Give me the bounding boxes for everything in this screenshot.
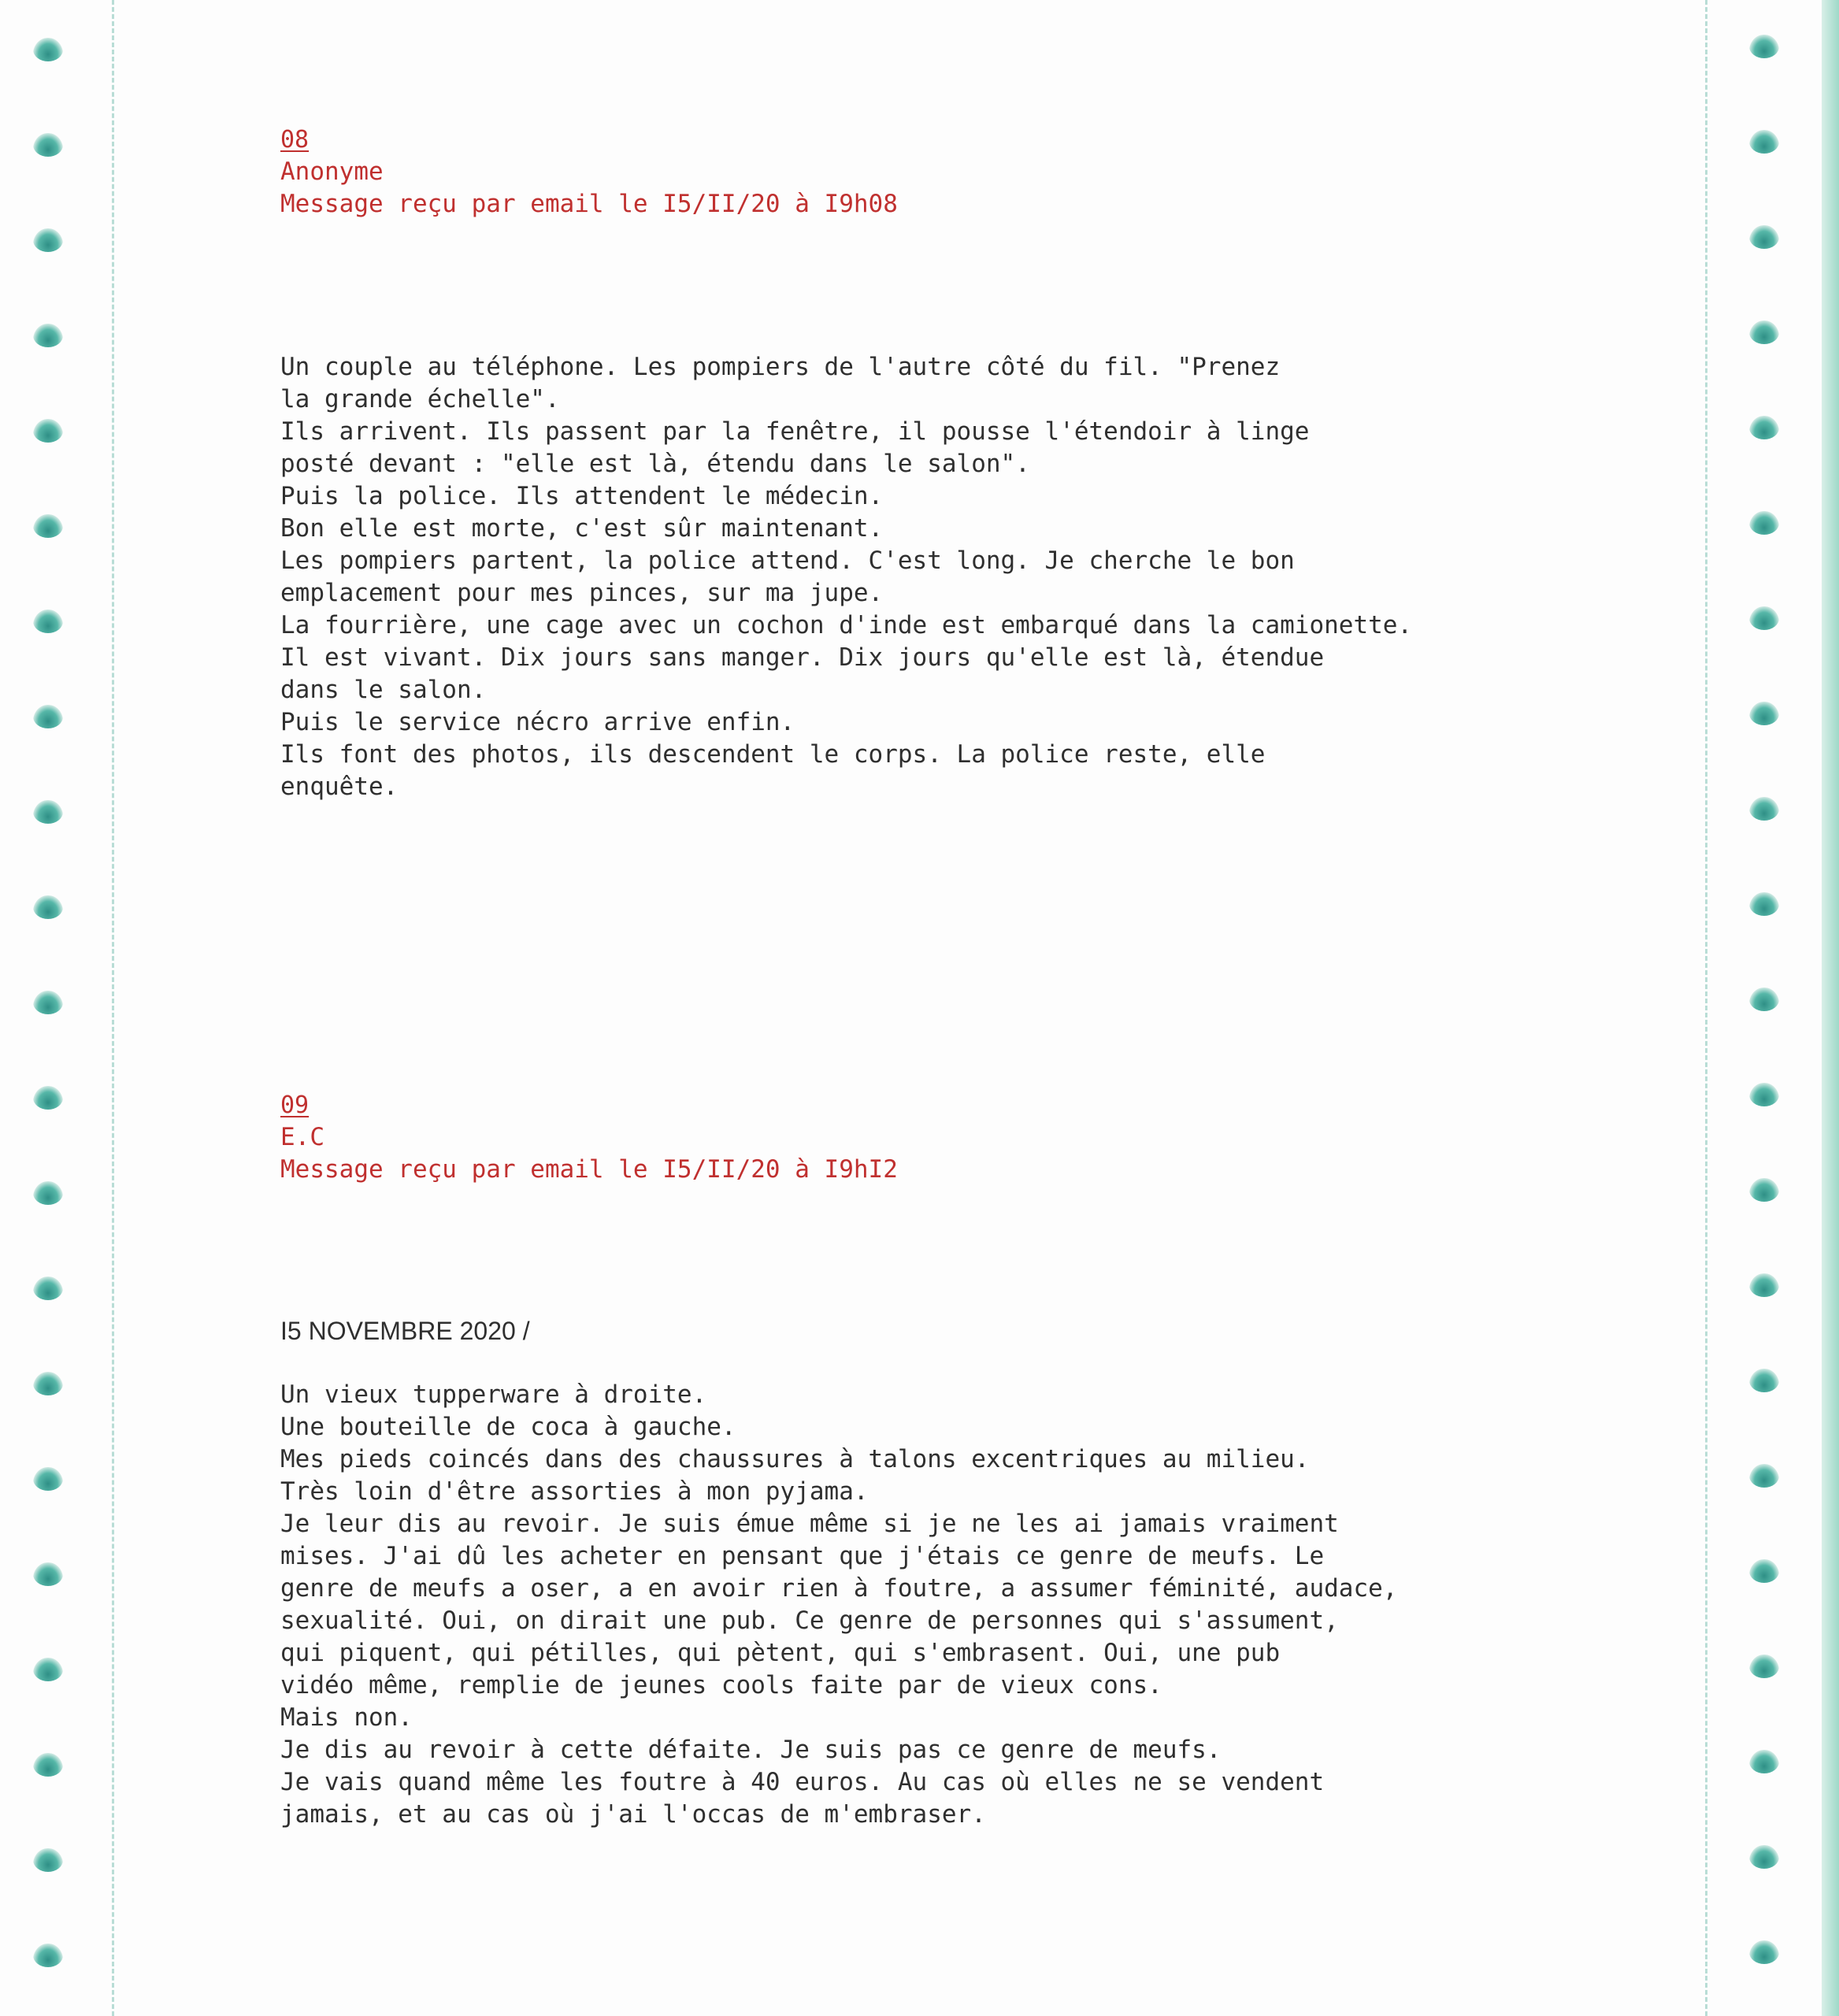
feed-hole [1749, 702, 1779, 725]
text-line: Mes pieds coincés dans des chaussures à talons excentriques au milieu. [280, 1445, 1310, 1473]
text-line: Puis le service nécro arrive enfin. [280, 708, 795, 736]
feed-hole [33, 1086, 63, 1110]
text-line: Un couple au téléphone. Les pompiers de l'autre côté du fil. "Prenez [280, 353, 1281, 381]
entry-author: E.C [280, 1123, 324, 1151]
text-line: Puis la police. Ils attendent le médecin. [280, 482, 884, 510]
text-line: Ils font des photos, ils descendent le corps. La police reste, elle [280, 740, 1266, 769]
entry-09-body [280, 1379, 1397, 1831]
green-paper-edge [1822, 0, 1839, 2016]
text-line: vidéo même, remplie de jeunes cools faite par de vieux cons. [280, 1671, 1162, 1699]
feed-hole [33, 1658, 63, 1681]
feed-hole [33, 1372, 63, 1395]
feed-hole [33, 419, 63, 443]
text-line: Mais non. [280, 1703, 413, 1732]
feed-hole [1749, 1178, 1779, 1202]
text-line: Très loin d'être assorties à mon pyjama. [280, 1477, 869, 1506]
text-line: mises. J'ai dû les acheter en pensant que j'étais ce genre de meufs. Le [280, 1542, 1325, 1570]
feed-hole [33, 610, 63, 633]
feed-hole [1749, 1273, 1779, 1297]
text-line: sexualité. Oui, on dirait une pub. Ce genre de personnes qui s'assument, [280, 1606, 1339, 1635]
entry-date: I5 NOVEMBRE 2020 / [280, 1317, 530, 1345]
text-line: emplacement pour mes pinces, sur ma jupe. [280, 579, 884, 607]
feed-hole [1749, 988, 1779, 1011]
text-line: Ils arrivent. Ils passent par la fenêtre, il pousse l'étendoir à linge [280, 417, 1310, 446]
text-line: Un vieux tupperware à droite. [280, 1380, 707, 1409]
text-line: Les pompiers partent, la police attend. C'est long. Je cherche le bon [280, 547, 1295, 575]
feed-hole [33, 228, 63, 252]
entry-09 [280, 1090, 898, 1186]
entry-author: Anonyme [280, 158, 384, 186]
entry-08-body [280, 351, 1412, 803]
right-feed-holes [1729, 0, 1807, 2016]
text-line: Je leur dis au revoir. Je suis émue même si je ne les ai jamais vraiment [280, 1510, 1339, 1538]
entry-08 [280, 124, 898, 220]
feed-hole [1749, 1940, 1779, 1964]
entry-number: 09 [280, 1091, 310, 1119]
feed-hole [33, 1562, 63, 1586]
feed-hole [1749, 1464, 1779, 1488]
left-perforation-line [112, 0, 114, 2016]
text-line: genre de meufs a oser, a en avoir rien à foutre, a assumer féminité, audace, [280, 1574, 1398, 1603]
feed-hole [1749, 797, 1779, 821]
text-line: la grande échelle". [280, 385, 560, 413]
feed-hole [33, 1753, 63, 1777]
feed-hole [33, 38, 63, 61]
entry-received-line: Message reçu par email le I5/II/20 à I9h08 [280, 190, 898, 218]
entry-09-date [280, 1315, 530, 1347]
text-line: La fourrière, une cage avec un cochon d'inde est embarqué dans la camionette. [280, 611, 1413, 639]
feed-hole [33, 1944, 63, 1967]
feed-hole [33, 895, 63, 919]
text-line: enquête. [280, 773, 399, 801]
text-line: Il est vivant. Dix jours sans manger. Dix jours qu'elle est là, étendue [280, 643, 1325, 672]
feed-hole [1749, 511, 1779, 535]
text-line: dans le salon. [280, 676, 487, 704]
text-line: qui piquent, qui pétilles, qui pètent, qui s'embrasent. Oui, une pub [280, 1639, 1281, 1667]
text-line: Bon elle est morte, c'est sûr maintenant. [280, 514, 884, 543]
left-feed-holes [13, 0, 91, 2016]
feed-hole [1749, 606, 1779, 630]
feed-hole [1749, 1369, 1779, 1392]
right-perforation-line [1705, 0, 1707, 2016]
text-line: Je dis au revoir à cette défaite. Je suis pas ce genre de meufs. [280, 1736, 1222, 1764]
text-line: posté devant : "elle est là, étendu dans le salon". [280, 450, 1030, 478]
text-line: Je vais quand même les foutre à 40 euros. Au cas où elles ne se vendent [280, 1768, 1325, 1796]
feed-hole [33, 1848, 63, 1872]
feed-hole [1749, 321, 1779, 344]
feed-hole [33, 991, 63, 1014]
feed-hole [1749, 130, 1779, 154]
feed-hole [1749, 416, 1779, 439]
feed-hole [1749, 35, 1779, 58]
feed-hole [33, 1467, 63, 1491]
feed-hole [33, 1277, 63, 1300]
feed-hole [1749, 1559, 1779, 1583]
entry-number: 08 [280, 126, 310, 154]
feed-hole [1749, 1655, 1779, 1678]
feed-hole [1749, 892, 1779, 916]
feed-hole [33, 133, 63, 157]
text-line: jamais, et au cas où j'ai l'occas de m'embraser. [280, 1800, 986, 1829]
feed-hole [33, 705, 63, 728]
feed-hole [33, 324, 63, 347]
text-line: Une bouteille de coca à gauche. [280, 1413, 736, 1441]
feed-hole [1749, 1845, 1779, 1869]
feed-hole [1749, 1083, 1779, 1106]
feed-hole [33, 1181, 63, 1205]
feed-hole [1749, 225, 1779, 249]
feed-hole [33, 514, 63, 538]
entry-received-line: Message reçu par email le I5/II/20 à I9hI2 [280, 1155, 898, 1184]
feed-hole [1749, 1750, 1779, 1773]
feed-hole [33, 800, 63, 824]
